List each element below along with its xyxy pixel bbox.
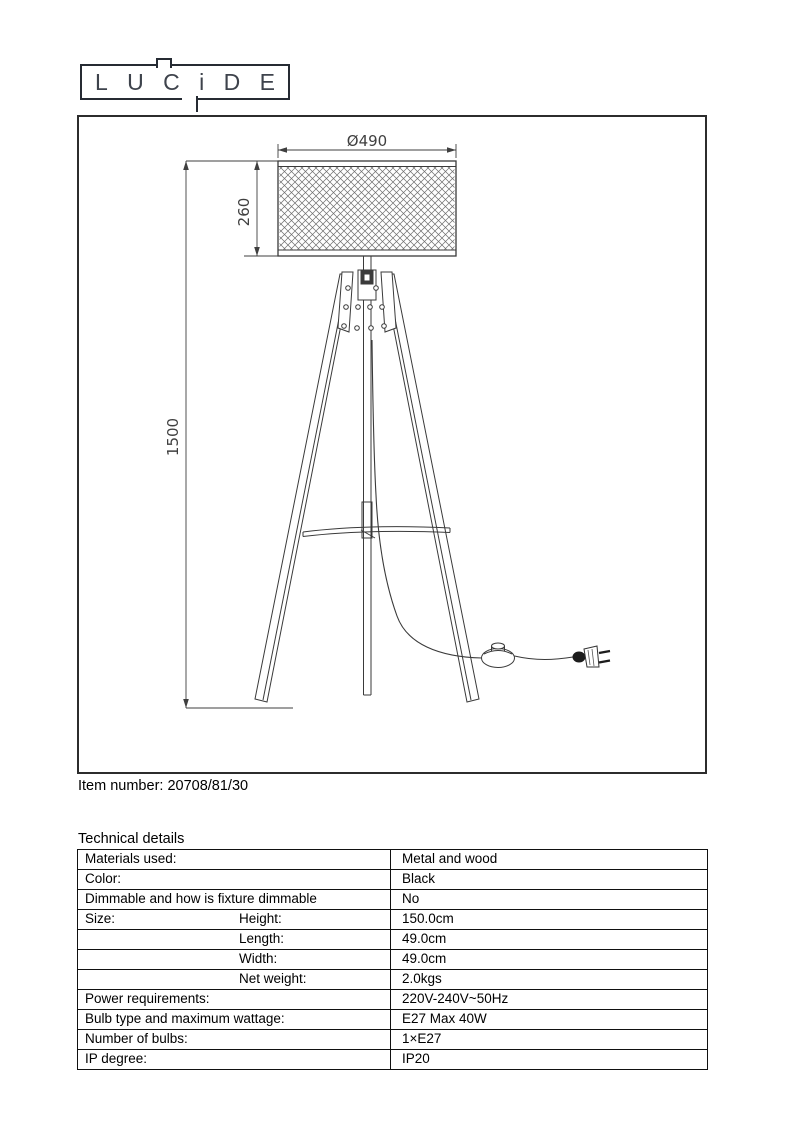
- row-value: Black: [402, 871, 436, 886]
- dimension-diameter: [278, 132, 456, 158]
- lamp-shade: [278, 161, 456, 256]
- row-label: Bulb type and maximum wattage:: [85, 1011, 285, 1026]
- row-label: Materials used:: [85, 851, 177, 866]
- table-row: [78, 850, 707, 869]
- logo-bottom-stem: [182, 96, 198, 112]
- table-row: [78, 949, 707, 969]
- table-row: [78, 869, 707, 889]
- specifications-table: [77, 849, 708, 1070]
- lucide-logo: [80, 64, 290, 100]
- table-row: [78, 989, 707, 1009]
- logo-letter: E: [259, 68, 275, 95]
- row-value: 220V-240V~50Hz: [402, 991, 509, 1006]
- tripod-leg-right: [383, 274, 479, 702]
- lamp-line-drawing: [79, 117, 705, 772]
- shade-mesh: [280, 167, 455, 250]
- row-value: 1×E27: [402, 1031, 442, 1046]
- row-sublabel: Width:: [239, 951, 278, 966]
- row-label: Color:: [85, 871, 122, 886]
- logo-top-notch: [156, 58, 172, 68]
- logo-letter: L: [95, 68, 108, 95]
- table-row: [78, 1029, 707, 1049]
- row-value: 49.0cm: [402, 931, 447, 946]
- item-number: Item number: 20708/81/30: [78, 778, 249, 794]
- row-sublabel: Height:: [239, 911, 282, 926]
- table-row: [78, 929, 707, 949]
- tripod-leg-left: [255, 274, 351, 702]
- logo-letter: C: [163, 68, 180, 95]
- row-label: Dimmable and how is fixture dimmable: [85, 891, 317, 906]
- table-row: [78, 889, 707, 909]
- row-sublabel: Net weight:: [239, 971, 307, 986]
- logo-letter: U: [127, 68, 144, 95]
- row-value: 2.0kgs: [402, 971, 442, 986]
- table-row: [78, 1049, 707, 1069]
- dim-shade-height-label: 260: [235, 197, 253, 227]
- dim-total-height-label: 1500: [164, 417, 182, 457]
- row-value: E27 Max 40W: [402, 1011, 487, 1026]
- logo-letter: D: [223, 68, 241, 95]
- technical-details-heading: Technical details: [78, 831, 185, 847]
- foot-switch: [482, 643, 515, 668]
- power-plug: [573, 646, 611, 667]
- row-value: 150.0cm: [402, 911, 454, 926]
- table-row: [78, 909, 707, 929]
- row-label: IP degree:: [85, 1051, 148, 1066]
- row-value: No: [402, 891, 420, 906]
- row-sublabel: Length:: [239, 931, 285, 946]
- dim-diameter-label: Ø490: [346, 132, 388, 150]
- tripod-joint: [338, 270, 396, 332]
- dimension-shade-height: [186, 161, 278, 256]
- table-row: [78, 1009, 707, 1029]
- center-pole: [362, 300, 372, 695]
- row-label: Number of bulbs:: [85, 1031, 188, 1046]
- row-value: IP20: [402, 1051, 430, 1066]
- row-value: Metal and wood: [402, 851, 498, 866]
- cross-bar: [303, 527, 450, 538]
- technical-drawing-frame: [77, 115, 707, 774]
- row-label: Size:: [85, 911, 116, 926]
- logo-letter: i: [199, 68, 205, 95]
- cable-to-plug: [515, 656, 574, 660]
- row-label: Power requirements:: [85, 991, 210, 1006]
- table-row: [78, 969, 707, 989]
- row-value: 49.0cm: [402, 951, 447, 966]
